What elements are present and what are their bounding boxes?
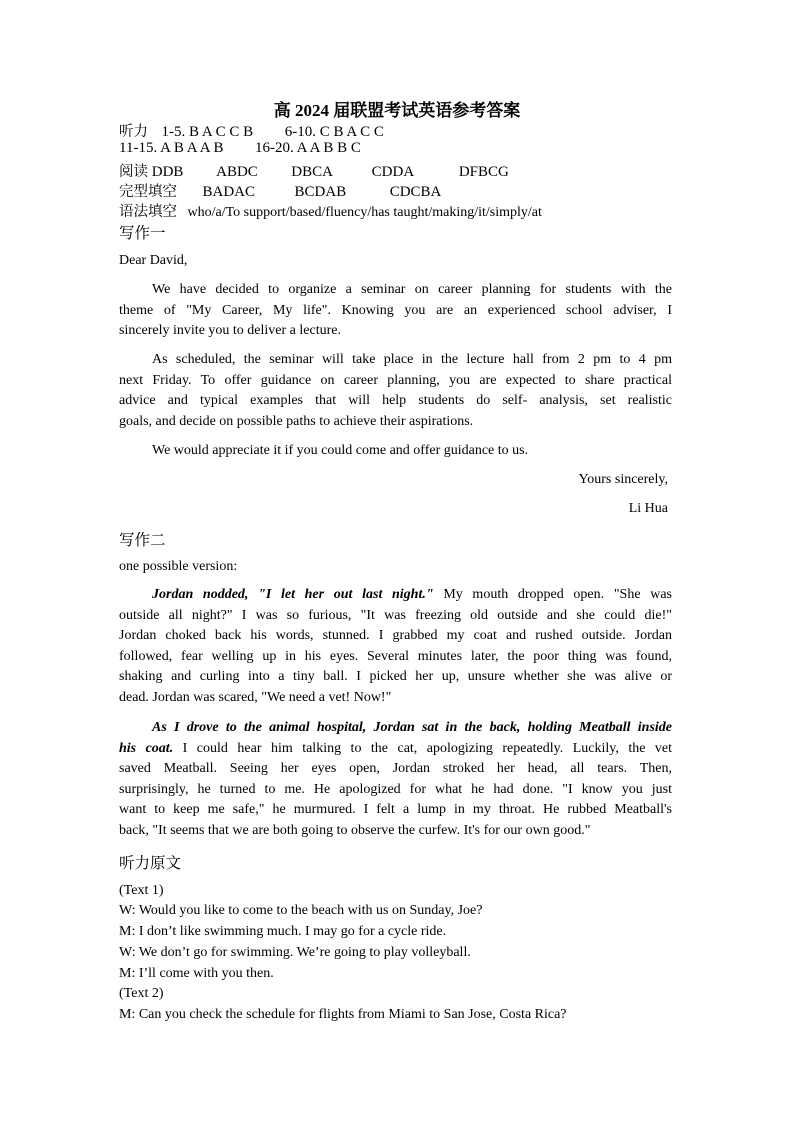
writing2-heading: 写作二	[119, 531, 166, 549]
reading-answer: CDDA	[371, 164, 414, 180]
transcript-line: M: I don’t like swimming much. I may go for a cycle ride.	[119, 924, 447, 939]
letter-signature	[119, 499, 672, 520]
grammar-answers: who/a/To support/based/fluency/has taught/making/it/simply/at	[187, 205, 542, 220]
text-line: sincerely invite you to deliver a lecture.	[119, 323, 341, 338]
text-line: We would appreciate it if you could come and offer guidance to us.	[152, 443, 529, 458]
story-paragraph-2	[119, 718, 672, 841]
text-line: theme of "My Career, My life". Knowing you are an experienced school adviser, I	[119, 302, 672, 318]
transcript-line: (Text 2)	[119, 986, 164, 1001]
text-line: advice and typical examples that will help students do self- analysis, set realistic	[119, 393, 672, 408]
reading-answer: DFBCG	[458, 164, 509, 180]
cloze-answer: BADAC	[202, 184, 256, 200]
transcript-line: M: I’ll come with you then.	[119, 966, 274, 981]
text-line: next Friday. To offer guidance on career planning, you are expected to share practical	[119, 372, 672, 388]
cloze-answers-row	[119, 180, 441, 201]
text-line	[119, 585, 672, 606]
text-run: I could hear him talking to the cat, apologizing repeatedly. Luckily, the vet	[173, 740, 672, 756]
listening-answers-2: 6-10. C B A C C	[284, 124, 384, 140]
text-line: outside all night?" I was so furious, "It was freezing old outside and she could die!"	[119, 607, 672, 623]
transcript-line: W: Would you like to come to the beach with us on Sunday, Joe?	[119, 903, 483, 918]
reading-answer: DDB	[151, 164, 184, 180]
text-line: shaking and curling into a tiny ball. I picked her up, unsure whether she was alive or	[119, 669, 672, 684]
text-line: dead. Jordan was scared, "We need a vet! Now!"	[119, 689, 392, 705]
text-line: back, "It seems that we are both going to observe the curfew. It's for our own good."	[119, 822, 591, 838]
text-line: We have decided to organize a seminar on career planning for students with the	[152, 282, 672, 297]
listening-text-heading: 听力原文	[119, 854, 182, 872]
text-line: As scheduled, the seminar will take place in the lecture hall from 2 pm to 4 pm	[152, 352, 672, 367]
given-paragraph-opening-end: his coat.	[119, 740, 174, 756]
grammar-answers-row	[119, 200, 542, 221]
text-run: My mouth dropped open. "She was	[433, 587, 672, 602]
listening-answers-row-2	[119, 140, 361, 157]
reading-label: 阅读	[119, 164, 148, 180]
letter-paragraph-3	[119, 441, 672, 462]
listening-answers-4: 16-20. A A B B C	[254, 140, 361, 156]
listening-answers-row-1	[119, 120, 384, 141]
text-line: surprisingly, he turned to me. He apologized for what he had done. "I know you just	[119, 781, 672, 797]
writing2-intro: one possible version:	[119, 559, 238, 574]
text-line	[119, 739, 672, 760]
letter-paragraph-1	[119, 280, 672, 342]
cloze-label: 完型填空	[119, 184, 177, 200]
text-line: want to keep me safe," he murmured. I felt a lump in my throat. He rubbed Meatball's	[119, 802, 672, 817]
transcript-line: (Text 1)	[119, 883, 164, 898]
listening-answers-3: 11-15. A B A A B	[119, 140, 224, 156]
reading-answer: DBCA	[291, 164, 333, 180]
given-opening-sentence: Jordan nodded, "I let her out last night."	[152, 587, 434, 602]
cloze-answer: BCDAB	[294, 184, 347, 200]
reading-answers-row	[119, 160, 509, 181]
document-title: 高 2024 届联盟考试英语参考答案	[273, 101, 521, 120]
closing-text: Yours sincerely,	[578, 472, 668, 487]
cloze-answer: CDCBA	[389, 184, 442, 200]
transcript-line: M: Can you check the schedule for flights from Miami to San Jose, Costa Rica?	[119, 1007, 567, 1022]
listening-label: 听力	[119, 124, 148, 140]
reading-answer: ABDC	[216, 164, 258, 180]
writing1-heading: 写作一	[119, 224, 166, 242]
listening-answers-1: 1-5. B A C C B	[161, 124, 254, 140]
text-line: followed, fear welling up in his eyes. Several minutes later, the poor thing was found,	[119, 648, 672, 664]
letter-greeting: Dear David,	[119, 253, 188, 268]
text-line: saved Meatball. Seeing her eyes open, Jordan stroked her head, all tears. Then,	[119, 761, 672, 776]
transcript-line: W: We don’t go for swimming. We’re going to play volleyball.	[119, 945, 471, 960]
story-paragraph-1	[119, 585, 672, 708]
letter-closing	[119, 470, 672, 491]
grammar-label: 语法填空	[119, 204, 177, 220]
given-paragraph-opening: As I drove to the animal hospital, Jordan sat in the back, holding Meatball inside	[152, 720, 672, 735]
signature-text: Li Hua	[628, 501, 668, 516]
text-line: goals, and decide on possible paths to achieve their aspirations.	[119, 413, 474, 429]
letter-paragraph-2	[119, 350, 672, 432]
text-line: Jordan choked back his words, stunned. I grabbed my coat and rushed outside. Jordan	[119, 628, 672, 643]
